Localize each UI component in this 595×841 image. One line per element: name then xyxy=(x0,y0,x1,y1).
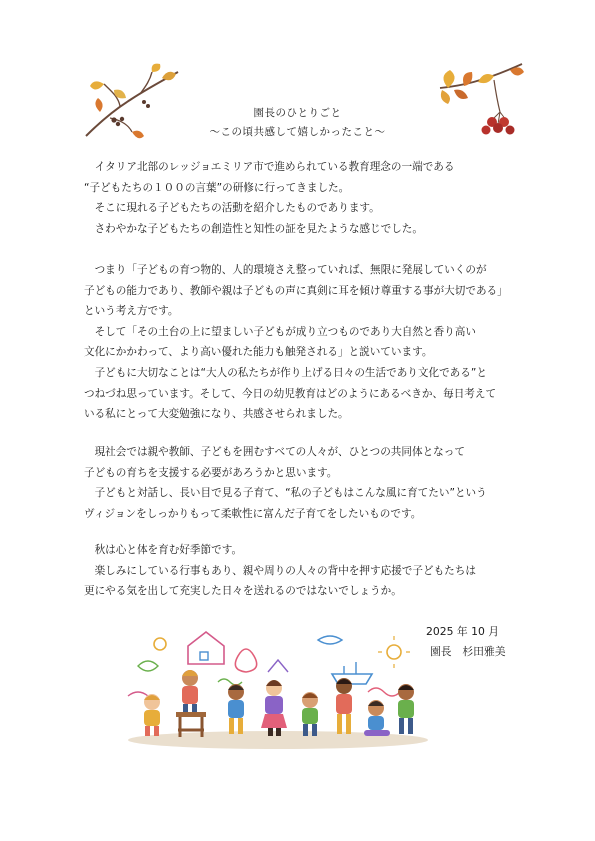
text-line: 更にやる気を出して充実した日々を送れるのではないでしょうか。 xyxy=(84,585,402,598)
page-subtitle: 〜この頃共感して嬉しかったこと〜 xyxy=(209,126,386,138)
paragraph-3 xyxy=(84,442,534,524)
text-line: そこに現れる子どもたちの活動を紹介したものであります。 xyxy=(84,202,380,215)
page-title: 園長のひとりごと xyxy=(253,107,342,119)
text-line: 子どもの育ちを支援する必要があろうかと思います。 xyxy=(84,466,338,479)
text-line: 子どもの能力であり、教師や親は子どもの声に真剣に耳を傾け尊重する事が大切である」 xyxy=(84,284,508,297)
text-line: いる私にとって大変勉強になり、共感させられました。 xyxy=(84,408,349,421)
text-line: “子どもたちの１００の言葉”の研修に行ってきました。 xyxy=(84,181,350,194)
signature-block xyxy=(426,622,506,662)
text-line: 子どもに大切なことは“大人の私たちが作り上げる日々の生活であり文化である”と xyxy=(84,366,487,379)
text-line: 子どもと対話し、長い目で見る子育て、“私の子どもはこんな風に育てたい”という xyxy=(84,487,487,500)
text-line: そして「その土台の上に望ましい子どもが成り立つものであり大自然と香り高い xyxy=(84,325,476,338)
paragraph-1 xyxy=(84,157,534,239)
text-line: 秋は心と体を育む好季節です。 xyxy=(84,544,243,556)
text-line: イタリア北部のレッジョエミリア市で進められている教育理念の一端である xyxy=(84,161,455,173)
text-line: 文化にかかわって、より高い優れた能力も触発される」と説いています。 xyxy=(84,346,433,359)
text-line: つまり「子どもの育つ物的、人的環境さえ整っていれば、無限に発展していくのが xyxy=(84,264,487,276)
text-line: 楽しみにしている行事もあり、親や周りの人々の背中を押す応援で子どもたちは xyxy=(84,564,476,577)
children-drawing-illustration-icon xyxy=(118,626,428,750)
text-line: ヴィジョンをしっかりもって柔軟性に富んだ子育てをしたいものです。 xyxy=(84,507,422,520)
text-line: という考え方です。 xyxy=(84,305,179,318)
paragraph-2 xyxy=(84,260,534,425)
paragraph-4 xyxy=(84,540,534,602)
text-line: つねづね思っています。そして、今日の幼児教育はどのようにあるべきか、毎日考えて xyxy=(84,387,497,400)
text-line: 現社会では親や教師、子どもを囲むすべての人々が、ひとつの共同体となって xyxy=(84,446,465,458)
signature-name: 園長 杉田雅美 xyxy=(430,645,506,658)
text-line: さわやかな子どもたちの創造性と知性の証を見たような感じでした。 xyxy=(84,222,423,235)
signature-date: 2025 年 10 月 xyxy=(426,625,500,638)
